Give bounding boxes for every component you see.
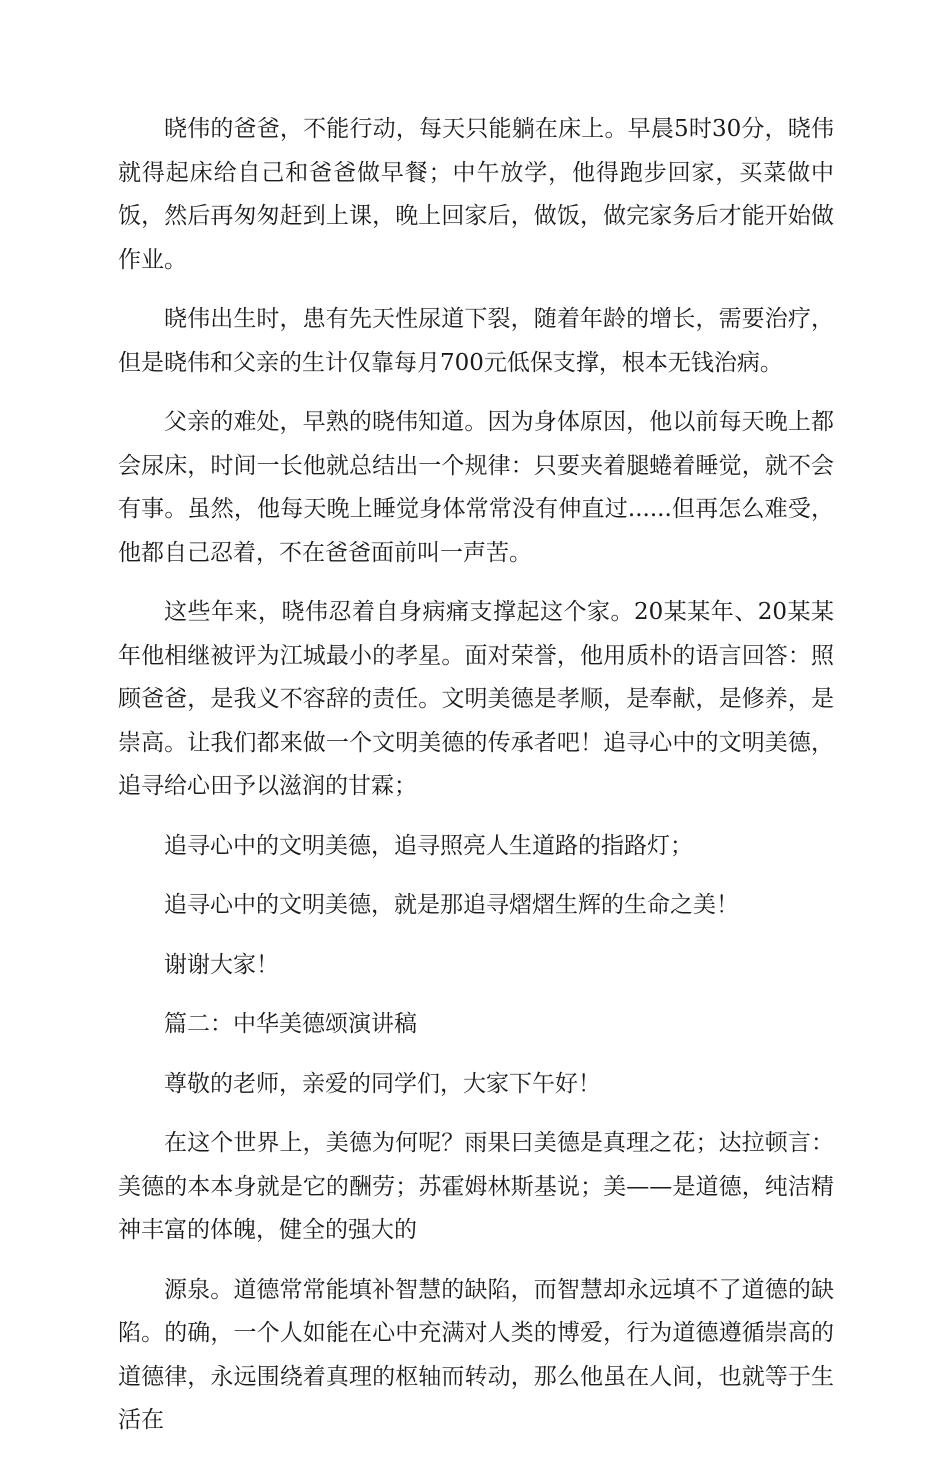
- paragraph-illness: 晓伟出生时，患有先天性尿道下裂，随着年龄的增长，需要治疗，但是晓伟和父亲的生计仅靠每月700元低保支撑，根本无钱治病。: [118, 306, 834, 376]
- paragraph-pursuit-life: 追寻心中的文明美德，就是那追寻熠熠生辉的生命之美！: [164, 892, 739, 918]
- paragraph-honor: 这些年来，晓伟忍着自身病痛支撑起这个家。20某某年、20某某年他相继被评为江城最小的孝星。面对荣誉，他用质朴的语言回答：照顾爸爸，是我义不容辞的责任。文明美德是孝顺，是奉献，是修养，是崇高。让我们都来做一个文明美德的传承者吧！追寻心中的文明美德，追寻给心田予以滋润的甘霖；: [118, 599, 834, 799]
- paragraph-thanks: 谢谢大家！: [164, 951, 279, 978]
- paragraph-greeting: 尊敬的老师，亲爱的同学们，大家下午好！: [164, 1070, 601, 1097]
- section-heading: 篇二：中华美德颂演讲稿: [164, 1011, 417, 1037]
- document-body: [118, 108, 834, 1459]
- paragraph-father-care: 晓伟的爸爸，不能行动，每天只能躺在床上。早晨5时30分，晓伟就得起床给自己和爸爸做早餐；中午放学，他得跑步回家，买菜做中饭，然后再匆匆赶到上课，晚上回家后，做饭，做完家务后才能开始做作业。: [118, 116, 834, 273]
- paragraph-virtue-quotes: 在这个世界上，美德为何呢？雨果曰美德是真理之花；达拉顿言：美德的本本身就是它的酬劳；苏霍姆林斯基说；美——是道德，纯洁精神丰富的体魄，健全的强大的: [118, 1130, 834, 1243]
- paragraph-hardship: 父亲的难处，早熟的晓伟知道。因为身体原因，他以前每天晚上都会尿床，时间一长他就总结出一个规律：只要夹着腿蜷着睡觉，就不会有事。虽然，他每天晚上睡觉身体常常没有伸直过......但再怎么难受，他都自己忍着，不在爸爸面前叫一声苦。: [118, 409, 834, 566]
- paragraph-pursuit-light: 追寻心中的文明美德，追寻照亮人生道路的指路灯；: [164, 832, 693, 859]
- paragraph-virtue-source: 源泉。道德常常能填补智慧的缺陷，而智慧却永远填不了道德的缺陷。的确，一个人如能在心中充满对人类的博爱，行为道德遵循崇高的道德律，永远围绕着真理的枢轴而转动，那么他虽在人间，也就等于生活在: [118, 1276, 834, 1433]
